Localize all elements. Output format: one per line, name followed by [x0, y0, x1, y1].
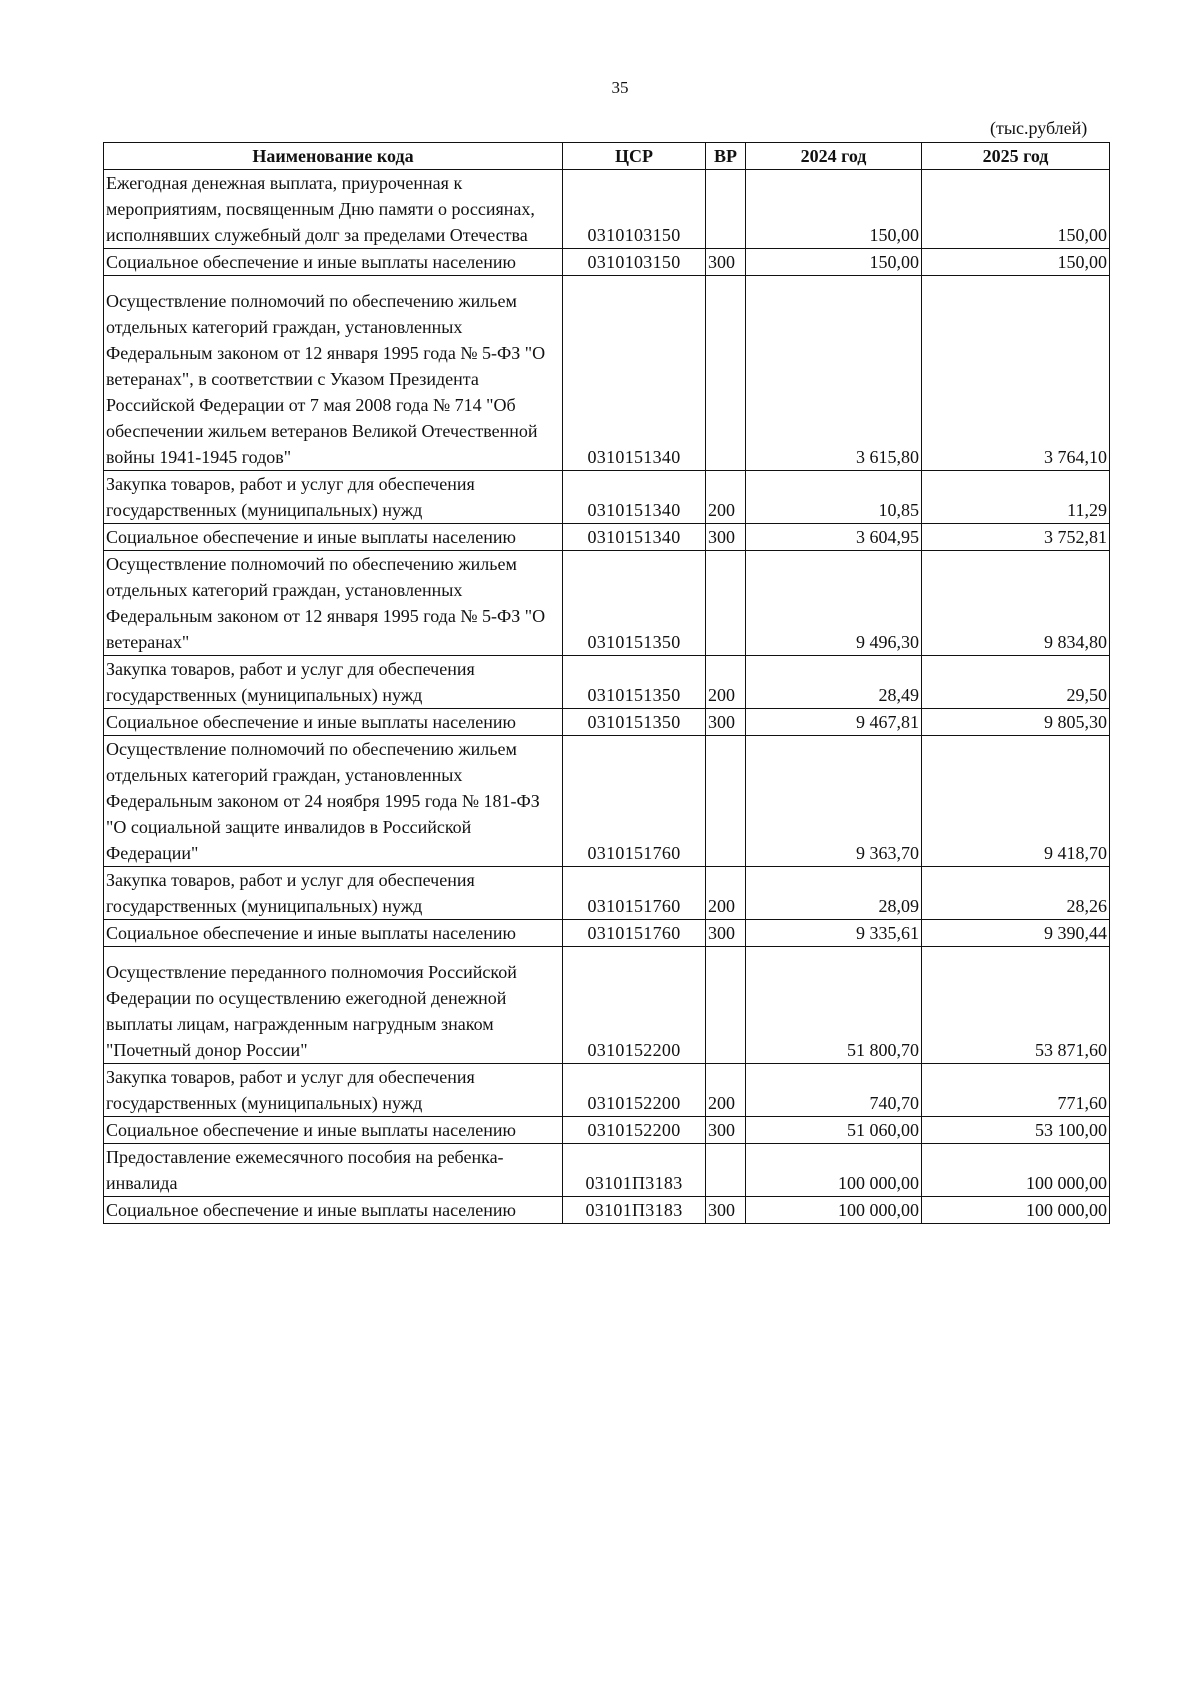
header-2025: 2025 год — [922, 143, 1110, 170]
row-name: Осуществление полномочий по обеспечению жильем отдельных категорий граждан, установленных Федеральным законом от 12 января 1995 года № 5-ФЗ "О ветеранах" — [104, 551, 563, 656]
row-2024: 10,85 — [746, 471, 922, 524]
table-row — [104, 1064, 1110, 1117]
row-2025: 771,60 — [922, 1064, 1110, 1117]
header-csr: ЦСР — [563, 143, 706, 170]
row-csr: 03101П3183 — [563, 1197, 706, 1224]
row-csr: 0310103150 — [563, 249, 706, 276]
table-row — [104, 736, 1110, 867]
row-vr: 200 — [706, 471, 746, 524]
row-2025: 150,00 — [922, 170, 1110, 249]
row-vr — [706, 276, 746, 471]
row-name: Осуществление полномочий по обеспечению жильем отдельных категорий граждан, установленных Федеральным законом от 12 января 1995 года № 5-ФЗ "О ветеранах", в соответствии с Указом Президента Российской Федерации от 7 мая 2008 года № 714 "Об обеспечении жильем ветеранов Великой Отечественной войны 1941-1945 годов" — [104, 276, 563, 471]
row-name: Социальное обеспечение и иные выплаты населению — [104, 709, 563, 736]
row-vr — [706, 1144, 746, 1197]
row-vr — [706, 947, 746, 1064]
row-2025: 150,00 — [922, 249, 1110, 276]
row-name: Осуществление переданного полномочия Российской Федерации по осуществлению ежегодной денежной выплаты лицам, награжденным нагрудным знаком "Почетный донор России" — [104, 947, 563, 1064]
row-name: Закупка товаров, работ и услуг для обеспечения государственных (муниципальных) нужд — [104, 1064, 563, 1117]
row-csr: 0310151760 — [563, 867, 706, 920]
row-2024: 740,70 — [746, 1064, 922, 1117]
row-2025: 53 871,60 — [922, 947, 1110, 1064]
row-name: Социальное обеспечение и иные выплаты населению — [104, 524, 563, 551]
row-vr — [706, 170, 746, 249]
table-row — [104, 656, 1110, 709]
row-csr: 0310151760 — [563, 736, 706, 867]
row-2024: 9 467,81 — [746, 709, 922, 736]
row-csr: 0310151340 — [563, 524, 706, 551]
row-name: Социальное обеспечение и иные выплаты населению — [104, 1117, 563, 1144]
row-2024: 3 604,95 — [746, 524, 922, 551]
row-csr: 0310151340 — [563, 471, 706, 524]
row-2024: 100 000,00 — [746, 1197, 922, 1224]
row-name: Закупка товаров, работ и услуг для обеспечения государственных (муниципальных) нужд — [104, 867, 563, 920]
page-number: 35 — [611, 78, 629, 97]
table-row — [104, 920, 1110, 947]
row-name: Социальное обеспечение и иные выплаты населению — [104, 249, 563, 276]
row-2024: 9 335,61 — [746, 920, 922, 947]
row-vr — [706, 736, 746, 867]
row-name: Предоставление ежемесячного пособия на ребенка-инвалида — [104, 1144, 563, 1197]
row-vr: 300 — [706, 1117, 746, 1144]
row-2024: 28,09 — [746, 867, 922, 920]
table-row — [104, 1144, 1110, 1197]
table-row — [104, 276, 1110, 471]
row-name: Закупка товаров, работ и услуг для обеспечения государственных (муниципальных) нужд — [104, 656, 563, 709]
row-2025: 100 000,00 — [922, 1197, 1110, 1224]
budget-table — [103, 142, 1110, 1224]
row-vr: 300 — [706, 249, 746, 276]
row-vr: 300 — [706, 920, 746, 947]
row-name: Социальное обеспечение и иные выплаты населению — [104, 1197, 563, 1224]
row-2024: 3 615,80 — [746, 276, 922, 471]
table-row — [104, 1197, 1110, 1224]
row-csr: 0310152200 — [563, 947, 706, 1064]
row-2024: 51 800,70 — [746, 947, 922, 1064]
row-name: Закупка товаров, работ и услуг для обеспечения государственных (муниципальных) нужд — [104, 471, 563, 524]
row-2025: 9 418,70 — [922, 736, 1110, 867]
table-row — [104, 471, 1110, 524]
row-2025: 29,50 — [922, 656, 1110, 709]
table-row — [104, 1117, 1110, 1144]
header-name: Наименование кода — [104, 143, 563, 170]
row-csr: 0310151350 — [563, 709, 706, 736]
header-vr: ВР — [706, 143, 746, 170]
row-2025: 3 752,81 — [922, 524, 1110, 551]
row-2025: 100 000,00 — [922, 1144, 1110, 1197]
row-2024: 100 000,00 — [746, 1144, 922, 1197]
row-name: Социальное обеспечение и иные выплаты населению — [104, 920, 563, 947]
row-vr: 300 — [706, 524, 746, 551]
table-row — [104, 249, 1110, 276]
row-2024: 9 363,70 — [746, 736, 922, 867]
row-2025: 53 100,00 — [922, 1117, 1110, 1144]
table-row — [104, 867, 1110, 920]
units-note: (тыс.рублей) — [990, 118, 1088, 138]
row-vr: 300 — [706, 1197, 746, 1224]
row-2025: 3 764,10 — [922, 276, 1110, 471]
row-2024: 150,00 — [746, 170, 922, 249]
row-vr: 200 — [706, 867, 746, 920]
table-row — [104, 170, 1110, 249]
row-vr: 200 — [706, 1064, 746, 1117]
row-name: Осуществление полномочий по обеспечению жильем отдельных категорий граждан, установленных Федеральным законом от 24 ноября 1995 года № 181-ФЗ "О социальной защите инвалидов в Российской Федерации" — [104, 736, 563, 867]
table-row — [104, 947, 1110, 1064]
row-2024: 51 060,00 — [746, 1117, 922, 1144]
row-csr: 0310152200 — [563, 1064, 706, 1117]
row-2025: 9 390,44 — [922, 920, 1110, 947]
row-2025: 11,29 — [922, 471, 1110, 524]
row-csr: 0310151350 — [563, 551, 706, 656]
table-row — [104, 524, 1110, 551]
row-2024: 150,00 — [746, 249, 922, 276]
row-csr: 0310103150 — [563, 170, 706, 249]
row-2024: 28,49 — [746, 656, 922, 709]
row-2025: 9 805,30 — [922, 709, 1110, 736]
table-row — [104, 709, 1110, 736]
row-vr — [706, 551, 746, 656]
header-2024: 2024 год — [746, 143, 922, 170]
table-header-row — [104, 143, 1110, 170]
row-vr: 300 — [706, 709, 746, 736]
row-vr: 200 — [706, 656, 746, 709]
row-csr: 0310151340 — [563, 276, 706, 471]
table-row — [104, 551, 1110, 656]
row-2025: 28,26 — [922, 867, 1110, 920]
row-name: Ежегодная денежная выплата, приуроченная к мероприятиям, посвященным Дню памяти о россиянах, исполнявших служебный долг за пределами Отечества — [104, 170, 563, 249]
row-csr: 03101П3183 — [563, 1144, 706, 1197]
row-2024: 9 496,30 — [746, 551, 922, 656]
row-csr: 0310151760 — [563, 920, 706, 947]
row-2025: 9 834,80 — [922, 551, 1110, 656]
row-csr: 0310152200 — [563, 1117, 706, 1144]
row-csr: 0310151350 — [563, 656, 706, 709]
